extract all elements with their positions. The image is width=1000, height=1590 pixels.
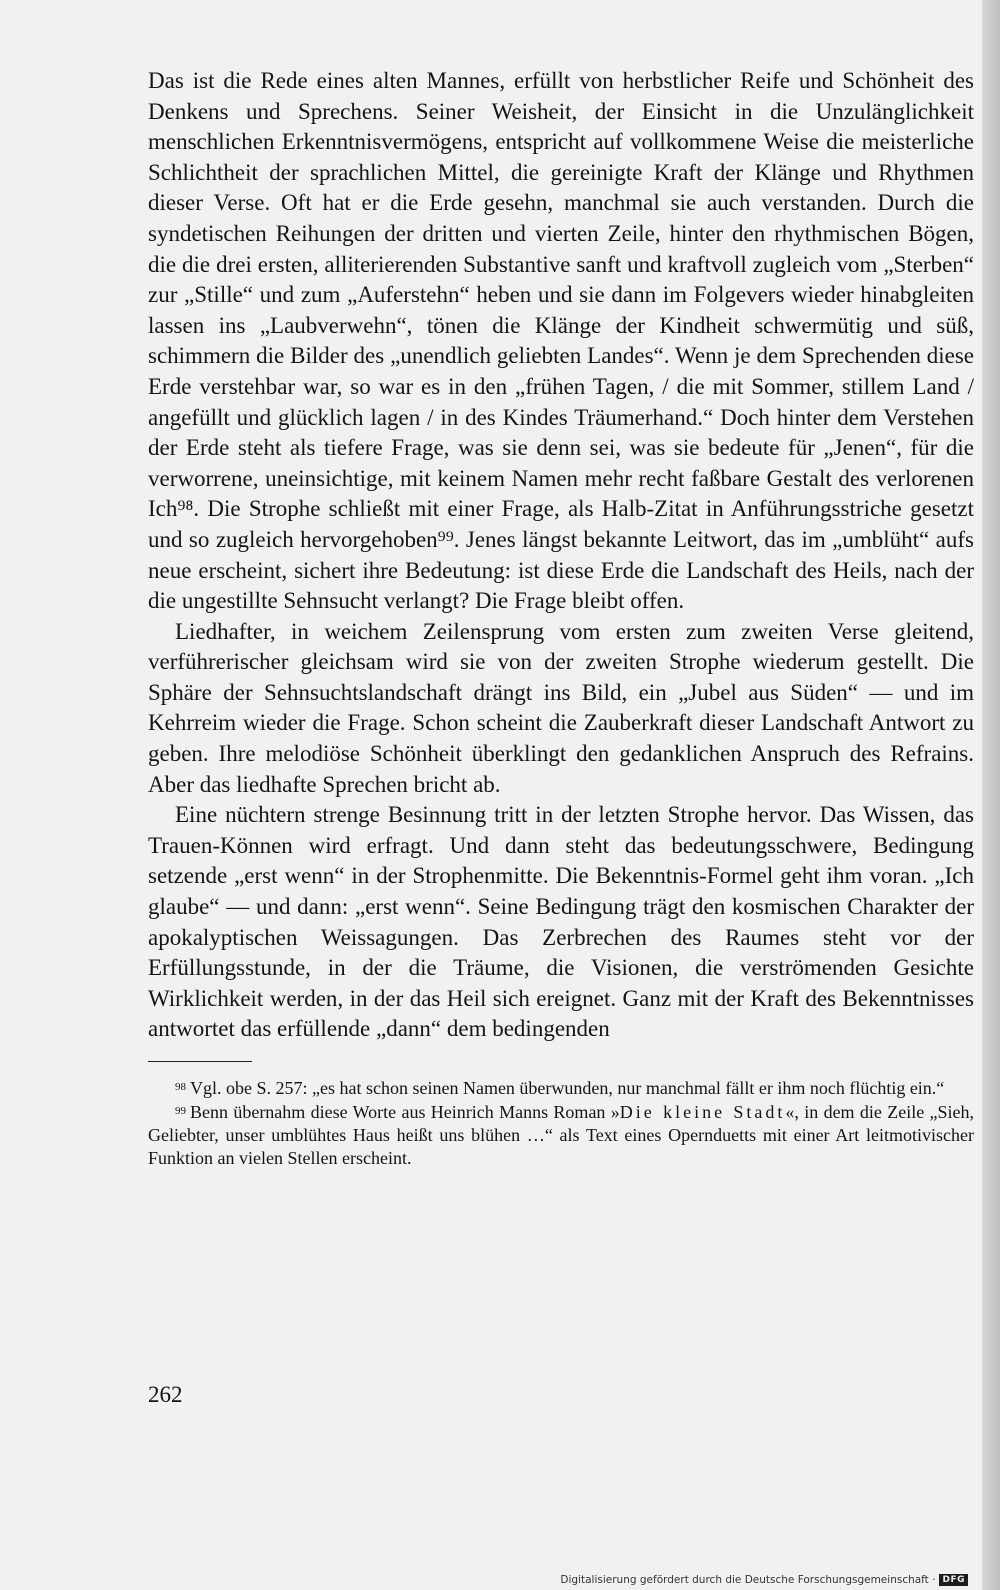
footnote-text: «, in dem die Zeile „Sieh, Geliebter, unser umblühtes Haus heißt uns blühen …“ als Text eines Opernduetts mit einer Art leitmotivischer Funktion an vielen Stellen erscheint. (148, 1102, 974, 1168)
footnotes (148, 1076, 974, 1170)
novel-title: Die kleine Stadt (619, 1102, 786, 1122)
footnote-number: 99 (175, 1105, 186, 1117)
footnote-text: Benn übernahm diese Worte aus Heinrich Manns Roman » (190, 1102, 620, 1122)
paragraph-3: Eine nüchtern strenge Besinnung tritt in der letzten Strophe hervor. Das Wissen, das Trauen-Können wird erfragt. Und dann steht das bedeutungsschwere, Bedingung setzende „erst wenn“ in der Strophenmitte. Die Bekenntnis-Formel geht ihm voran. „Ich glaube“ — und dann: „erst wenn“. Seine Bedingung trägt den kosmischen Charakter der apokalyptischen Weissagungen. Das Zerbrechen des Raumes steht vor der Erfüllungsstunde, in der die Träume, die Visionen, die verströmenden Gesichte Wirklichkeit werden, in der das Heil sich ereignet. Ganz mit der Kraft des Bekenntnisses antwortet das erfüllende „dann“ dem bedingenden (148, 802, 974, 1042)
digitization-credit (560, 1574, 968, 1586)
page-number: 262 (148, 1382, 183, 1407)
body-text (148, 66, 974, 1045)
footnote-number: 98 (175, 1081, 186, 1093)
paragraph-1: Das ist die Rede eines alten Mannes, erfüllt von herbstlicher Reife und Schönheit des Denkens und Sprechens. Seiner Weisheit, der Einsicht in die Unzulänglichkeit menschlichen Erkenntnisvermögens, entspricht auf vollkommene Weise die meisterliche Schlichtheit der sprachlichen Mittel, die gereinigte Kraft der Klänge und Rhythmen dieser Verse. Oft hat er die Erde gesehn, manchmal sie auch verstanden. Durch die syndetischen Reihungen der dritten und vierten Zeile, hinter den rhythmischen Bögen, die die drei ersten, alliterierenden Substantive sanft und kraftvoll zugleich vom „Sterben“ zur „Stille“ und zum „Auferstehn“ heben und sie dann im Folgevers wieder hinabgleiten lassen ins „Laubverwehn“, tönen die Klänge der Kindheit schwermütig und süß, schimmern die Bilder des „unendlich geliebten Landes“. Wenn je dem Sprechenden diese Erde verstehbar war, so war es in den „frühen Tagen, / die mit Sommer, stillem Land / angefüllt und glücklich lagen / in des Kindes Träumerhand.“ Doch hinter dem Verstehen der Erde steht als tiefere Frage, was sie denn sei, was sie bedeute für „Jenen“, für die verworrene, uneinsichtige, mit keinem Namen mehr recht faßbare Gestalt des verlorenen Ich⁹⁸. Die Strophe schließt mit einer Frage, als Halb-Zitat in Anführungsstriche gesetzt und so zugleich hervorgehoben⁹⁹. Jenes längst bekannte Leitwort, das im „umblüht“ aufs neue erscheint, sichert ihre Bedeutung: ist diese Erde die Landschaft des Heils, nach der die ungestillte Sehnsucht verlangt? Die Frage bleibt offen. (148, 68, 974, 614)
credit-text: Digitalisierung gefördert durch die Deutsche Forschungsgemeinschaft · (560, 1574, 936, 1586)
page-gutter-shadow (982, 0, 1000, 1590)
footnote-divider (148, 1061, 252, 1062)
page-content (148, 66, 974, 1170)
footnote-98 (148, 1076, 974, 1100)
dfg-logo: DFG (939, 1574, 968, 1586)
footnote-text: Vgl. obe S. 257: „es hat schon seinen Namen überwunden, nur manchmal fällt er ihm noch flüchtig ein.“ (190, 1078, 945, 1098)
footnote-99 (148, 1100, 974, 1170)
paragraph-2: Liedhafter, in weichem Zeilensprung vom ersten zum zweiten Verse gleitend, verführerischer gleichsam wird sie von der zweiten Strophe wiederum gestellt. Die Sphäre der Sehnsuchtslandschaft drängt ins Bild, ein „Jubel aus Süden“ — und im Kehrreim wieder die Frage. Schon scheint die Zauberkraft dieser Landschaft Antwort zu geben. Ihre melodiöse Schönheit überklingt den gedanklichen Anspruch des Refrains. Aber das liedhafte Sprechen bricht ab. (148, 618, 974, 797)
